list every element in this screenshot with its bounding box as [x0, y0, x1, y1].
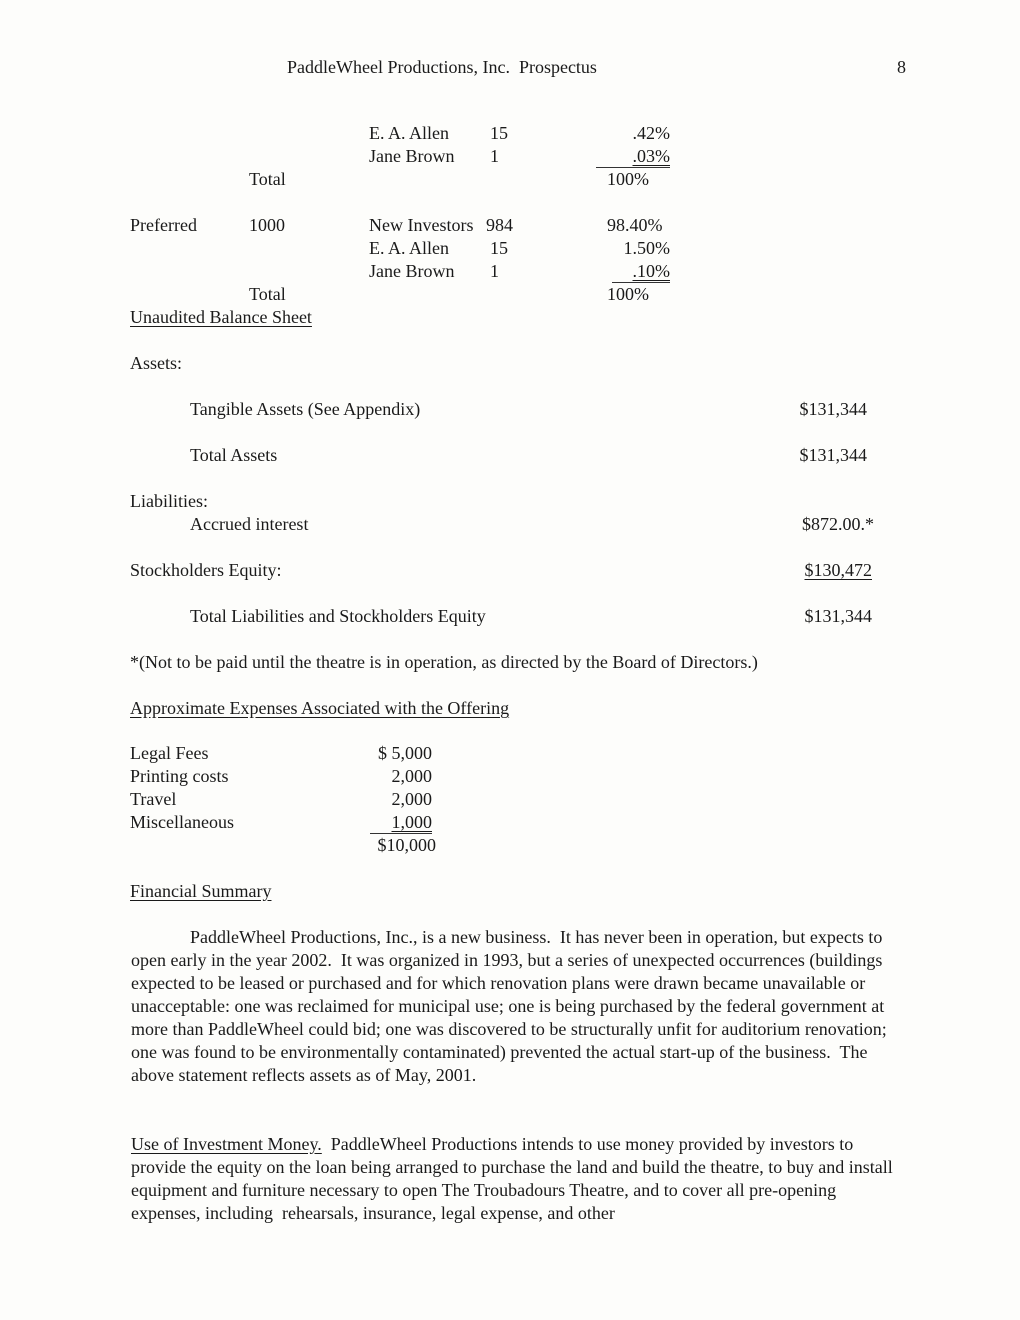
- investment-paragraph-block: [131, 1133, 906, 1225]
- shareholder-name: Jane Brown: [369, 146, 455, 166]
- shareholder-name: Jane Brown: [369, 261, 455, 281]
- page-number: 8: [897, 57, 906, 77]
- total-label: Total: [249, 169, 286, 189]
- expense-label: Legal Fees: [130, 743, 209, 763]
- assets-label: Assets:: [130, 353, 183, 373]
- balance-sheet-footnote: *(Not to be paid until the theatre is in operation, as directed by the Board of Directors.): [130, 652, 758, 672]
- tangible-assets-label: Tangible Assets (See Appendix): [190, 399, 421, 419]
- shareholder-name: E. A. Allen: [369, 123, 449, 143]
- shareholder-name: E. A. Allen: [369, 238, 449, 258]
- shareholder-shares: 984: [486, 215, 513, 235]
- shareholder-pct: .42%: [632, 123, 670, 143]
- expense-value: 2,000: [391, 789, 432, 809]
- total-pct: 100%: [607, 169, 649, 189]
- total-liabilities-equity-value: $131,344: [804, 606, 872, 626]
- accrued-interest-label: Accrued interest: [190, 514, 309, 534]
- total-label: Total: [249, 284, 286, 304]
- total-pct: 100%: [607, 284, 649, 304]
- financial-summary-paragraph: PaddleWheel Productions, Inc., is a new business. It has never been in operation, but expects to open early in the year 2002. It was organized in 1993, but a series of unexpected occurrences (buildings expected to be leased or purchased and for which renovation plans were drawn became unavailable or unacceptable: one was reclaimed for municipal use; one is being purchased by the federal government at more than PaddleWheel could bid; one was discovered to be structurally unfit for auditorium renovation; one was found to be environmentally contaminated) prevented the actual start-up of the business. The above statement reflects assets as of May, 2001.: [131, 927, 892, 1085]
- preferred-count: 1000: [249, 215, 285, 235]
- page-header-title: PaddleWheel Productions, Inc. Prospectus: [287, 57, 597, 77]
- shareholder-shares: 15: [490, 238, 508, 258]
- expense-label: Printing costs: [130, 766, 229, 786]
- investment-paragraph: PaddleWheel Productions intends to use money provided by investors to provide the equity on the loan being arranged to purchase the land and build the theatre, to buy and install equipment and furniture necessary to open The Troubadours Theatre, and to cover all pre-opening expenses, including rehearsals, insurance, legal expense, and other: [131, 1134, 898, 1223]
- shareholder-name: New Investors: [369, 215, 474, 235]
- expenses-heading: Approximate Expenses Associated with the Offering: [130, 698, 510, 718]
- expense-total: $10,000: [377, 835, 436, 855]
- shareholder-pct: .10%: [632, 261, 670, 281]
- investment-heading: Use of Investment Money.: [131, 1134, 322, 1154]
- stockholders-equity-value: $130,472: [804, 560, 872, 580]
- expense-label: Travel: [130, 789, 177, 809]
- expense-value: 1,000: [391, 812, 432, 832]
- tangible-assets-value: $131,344: [799, 399, 867, 419]
- expense-value: $ 5,000: [378, 743, 432, 763]
- preferred-label: Preferred: [130, 215, 197, 235]
- shareholder-shares: 1: [490, 261, 499, 281]
- shareholder-shares: 15: [490, 123, 508, 143]
- total-assets-value: $131,344: [799, 445, 867, 465]
- total-liabilities-equity-label: Total Liabilities and Stockholders Equity: [190, 606, 486, 626]
- shareholder-shares: 1: [490, 146, 499, 166]
- accrued-interest-value: $872.00.*: [802, 514, 874, 534]
- total-assets-label: Total Assets: [190, 445, 278, 465]
- stockholders-equity-label: Stockholders Equity:: [130, 560, 282, 580]
- shareholder-pct: 1.50%: [623, 238, 670, 258]
- expense-label: Miscellaneous: [130, 812, 234, 832]
- shareholder-pct: .03%: [632, 146, 670, 166]
- shareholder-pct: 98.40%: [607, 215, 663, 235]
- financial-summary-heading: Financial Summary: [130, 881, 272, 901]
- balance-sheet-heading: Unaudited Balance Sheet: [130, 307, 312, 327]
- expense-value: 2,000: [391, 766, 432, 786]
- liabilities-label: Liabilities:: [130, 491, 208, 511]
